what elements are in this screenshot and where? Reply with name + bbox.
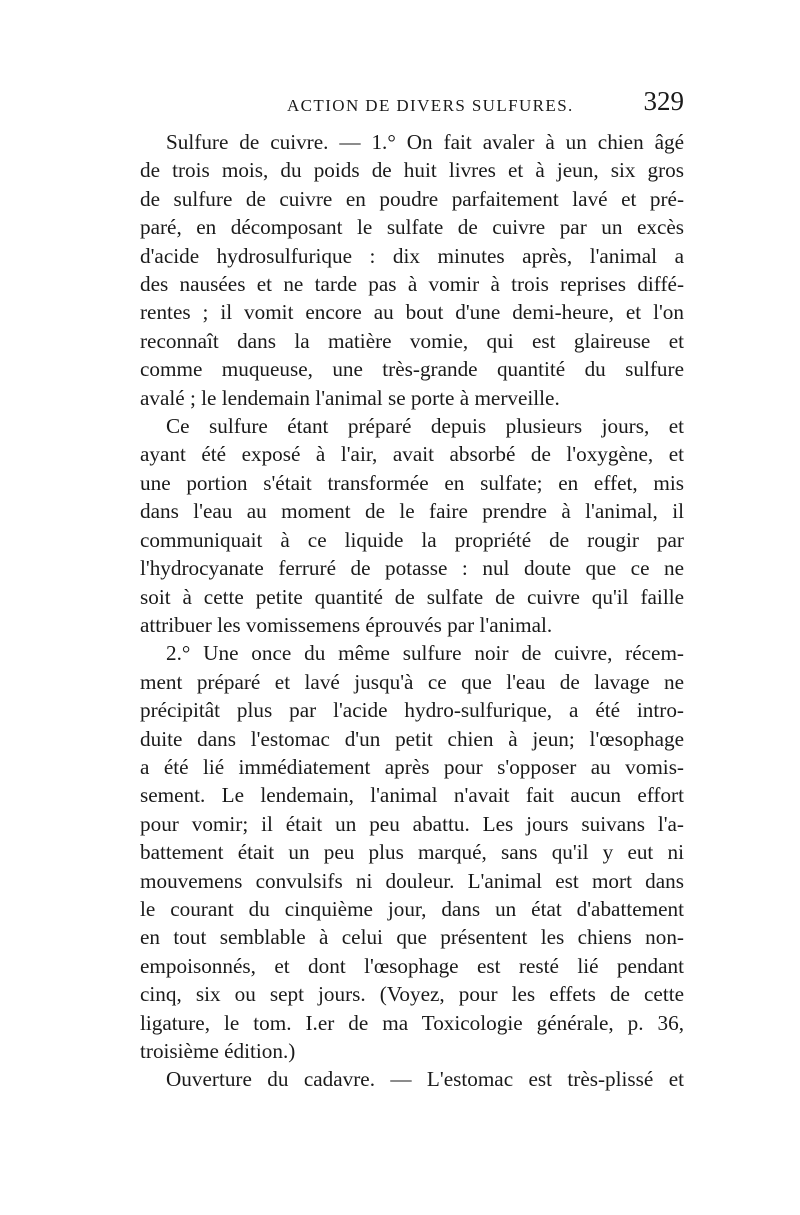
text-line: de trois mois, du poids de huit livres et à jeun, six gros: [140, 158, 684, 183]
text-line: sement. Le lendemain, l'animal n'avait fait aucun effort: [140, 783, 684, 808]
text-line: reconnaît dans la matière vomie, qui est glaireuse et: [140, 328, 684, 353]
running-title: ACTION DE DIVERS SULFURES.: [287, 96, 574, 115]
text-line: soit à cette petite quantité de sulfate de cuivre qu'il faille: [140, 584, 684, 609]
text-line: Ouverture du cadavre. — L'estomac est très-plissé et: [166, 1067, 684, 1092]
text-line: de sulfure de cuivre en poudre parfaitement lavé et pré-: [140, 186, 684, 211]
text-line: duite dans l'estomac d'un petit chien à jeun; l'œsophage: [140, 726, 684, 751]
text-line: paré, en décomposant le sulfate de cuivre par un excès: [140, 215, 684, 240]
text-line: a été lié immédiatement après pour s'opposer au vomis-: [140, 754, 684, 779]
text-line: Sulfure de cuivre. — 1.° On fait avaler à un chien âgé: [166, 130, 684, 154]
text-line: mouvemens convulsifs ni douleur. L'animal est mort dans: [140, 868, 684, 893]
text-line: comme muqueuse, une très-grande quantité du sulfure: [140, 357, 684, 382]
text-line: 2.° Une once du même sulfure noir de cuivre, récem-: [166, 641, 684, 666]
text-line: précipitât plus par l'acide hydro-sulfurique, a été intro-: [140, 698, 684, 723]
text-line: dans l'eau au moment de le faire prendre à l'animal, il: [140, 499, 684, 524]
text-line: pour vomir; il était un peu abattu. Les jours suivans l'a-: [140, 811, 684, 836]
text-line: communiquait à ce liquide la propriété de rougir par: [140, 527, 684, 552]
text-line: attribuer les vomissemens éprouvés par l'animal.: [140, 612, 553, 637]
page-header: [140, 82, 684, 122]
text-line: avalé ; le lendemain l'animal se porte à merveille.: [140, 385, 560, 410]
text-line: troisième édition.): [140, 1039, 296, 1063]
text-line: ligature, le tom. I.er de ma Toxicologie générale, p. 36,: [140, 1010, 684, 1035]
text-line: ment préparé et lavé jusqu'à ce que l'eau de lavage ne: [140, 669, 684, 694]
text-line: rentes ; il vomit encore au bout d'une demi-heure, et l'on: [140, 300, 684, 325]
text-line: le courant du cinquième jour, dans un état d'abattement: [140, 896, 684, 921]
text-line: d'acide hydrosulfurique : dix minutes après, l'animal a: [140, 243, 684, 268]
page-number: 329: [643, 86, 684, 116]
text-line: battement était un peu plus marqué, sans qu'il y eut ni: [140, 840, 684, 865]
text-line: une portion s'était transformée en sulfate; en effet, mis: [140, 470, 684, 495]
body-text: [140, 128, 684, 1094]
text-line: Ce sulfure étant préparé depuis plusieurs jours, et: [166, 414, 684, 439]
text-line: cinq, six ou sept jours. (Voyez, pour les effets de cette: [140, 982, 684, 1007]
text-line: des nausées et ne tarde pas à vomir à trois reprises diffé-: [140, 272, 684, 297]
text-line: empoisonnés, et dont l'œsophage est resté lié pendant: [140, 953, 684, 978]
text-line: l'hydrocyanate ferruré de potasse : nul doute que ce ne: [140, 556, 684, 581]
text-line: en tout semblable à celui que présentent les chiens non-: [140, 925, 684, 950]
text-line: ayant été exposé à l'air, avait absorbé de l'oxygène, et: [140, 442, 684, 467]
